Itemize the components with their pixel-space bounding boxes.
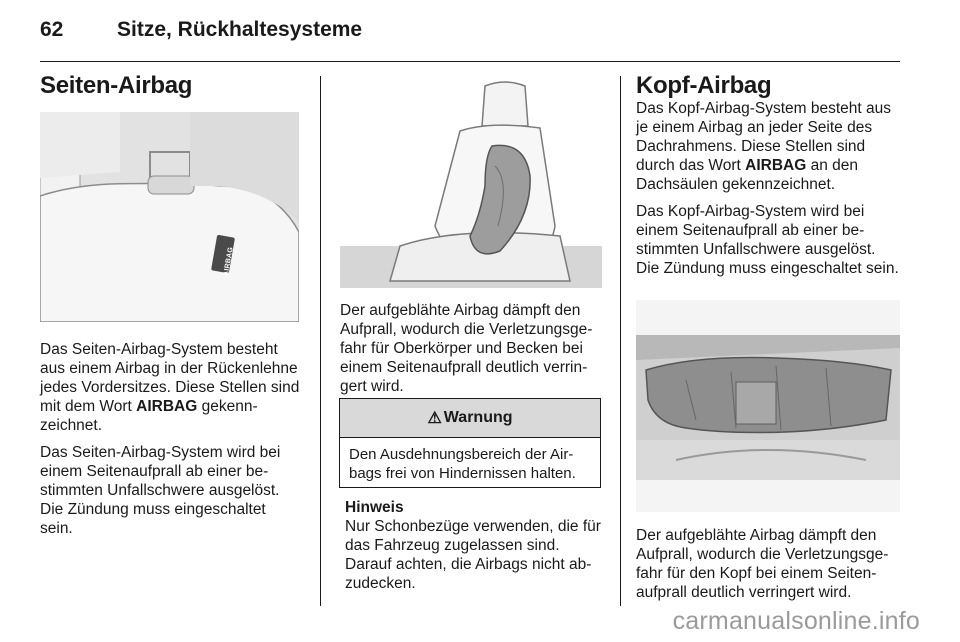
seat-airbag-label-figure (40, 112, 299, 322)
section-heading-seiten-airbag: Seiten-Airbag (40, 72, 193, 99)
watermark-text: carmanualsonline.info (672, 607, 920, 635)
column-2-note (345, 498, 603, 593)
column-1-body (40, 340, 302, 546)
column-2-caption (340, 301, 602, 404)
seitenairbag-paragraph-2: Das Seiten-Airbag-System wird bei einem Seitenaufprall ab einer be-stimmten Unfallschwere ausgelöst. Die Zündung muss eingeschaltet sein. (40, 444, 281, 537)
column-3-body (636, 72, 902, 286)
inflated-curtain-airbag-figure (636, 300, 900, 512)
curtain-airbag-illustration (636, 300, 900, 512)
note-text: Nur Schonbezüge verwenden, die für das Fahrzeug zugelassen sind. Darauf achten, die Airbags nicht ab-zudecken. (345, 518, 601, 592)
kopfairbag-paragraph-2: Das Kopf-Airbag-System wird bei einem Seitenaufprall ab einer be-stimmten Unfallschwere ausgelöst. Die Zündung muss eingeschaltet sein. (636, 203, 899, 277)
inflated-side-airbag-figure (340, 76, 602, 288)
warning-header (340, 399, 600, 438)
page-number: 62 (40, 18, 64, 41)
airbag-keyword: AIRBAG (136, 398, 198, 415)
airbag-tag-text: AIRBAG (222, 246, 235, 277)
warning-box (339, 398, 601, 488)
text-run: Das Seiten-Airbag-System besteht aus einem Airbag in der Rückenlehne jedes Vordersitzes. Diese Stellen sind mit dem Wort (40, 341, 300, 415)
warning-text: Den Ausdehnungsbereich der Air-bags frei von Hindernissen halten. (349, 446, 576, 482)
warning-title: Warnung (443, 409, 513, 426)
column-3-caption (636, 526, 902, 610)
side-airbag-caption: Der aufgeblähte Airbag dämpft den Aufprall, wodurch die Verletzungsge-fahr für Oberkörper und Becken bei einem Seitenaufprall deutlich verrin-gert wird. (340, 302, 593, 395)
seitenairbag-paragraph-1 (40, 340, 302, 435)
column-divider-1 (320, 76, 321, 606)
column-divider-2 (620, 76, 621, 606)
text-run: gekenn-zeichnet. (40, 398, 258, 434)
column-seitenairbag-heading (40, 72, 302, 99)
kopfairbag-paragraph-1 (636, 99, 902, 194)
note-title: Hinweis (345, 499, 404, 516)
curtain-airbag-caption: Der aufgeblähte Airbag dämpft den Aufprall, wodurch die Verletzungsge-fahr für den Kopf bei einem Seiten-aufprall deutlich verringert wird. (636, 527, 889, 601)
warning-triangle-icon: ⚠ (427, 410, 442, 427)
seat-backrest-illustration (40, 112, 299, 322)
section-heading-kopf-airbag: Kopf-Airbag (636, 72, 772, 99)
chapter-title: Sitze, Rückhaltesysteme (117, 18, 363, 41)
text-run: an den Dachsäulen gekennzeichnet. (636, 157, 858, 193)
seat-with-airbag-illustration (340, 76, 602, 288)
header-divider (40, 61, 900, 62)
airbag-keyword: AIRBAG (745, 157, 807, 174)
text-run: Das Kopf-Airbag-System besteht aus je einem Airbag an jeder Seite des Dachrahmens. Diese Stellen sind durch das Wort (636, 100, 892, 174)
